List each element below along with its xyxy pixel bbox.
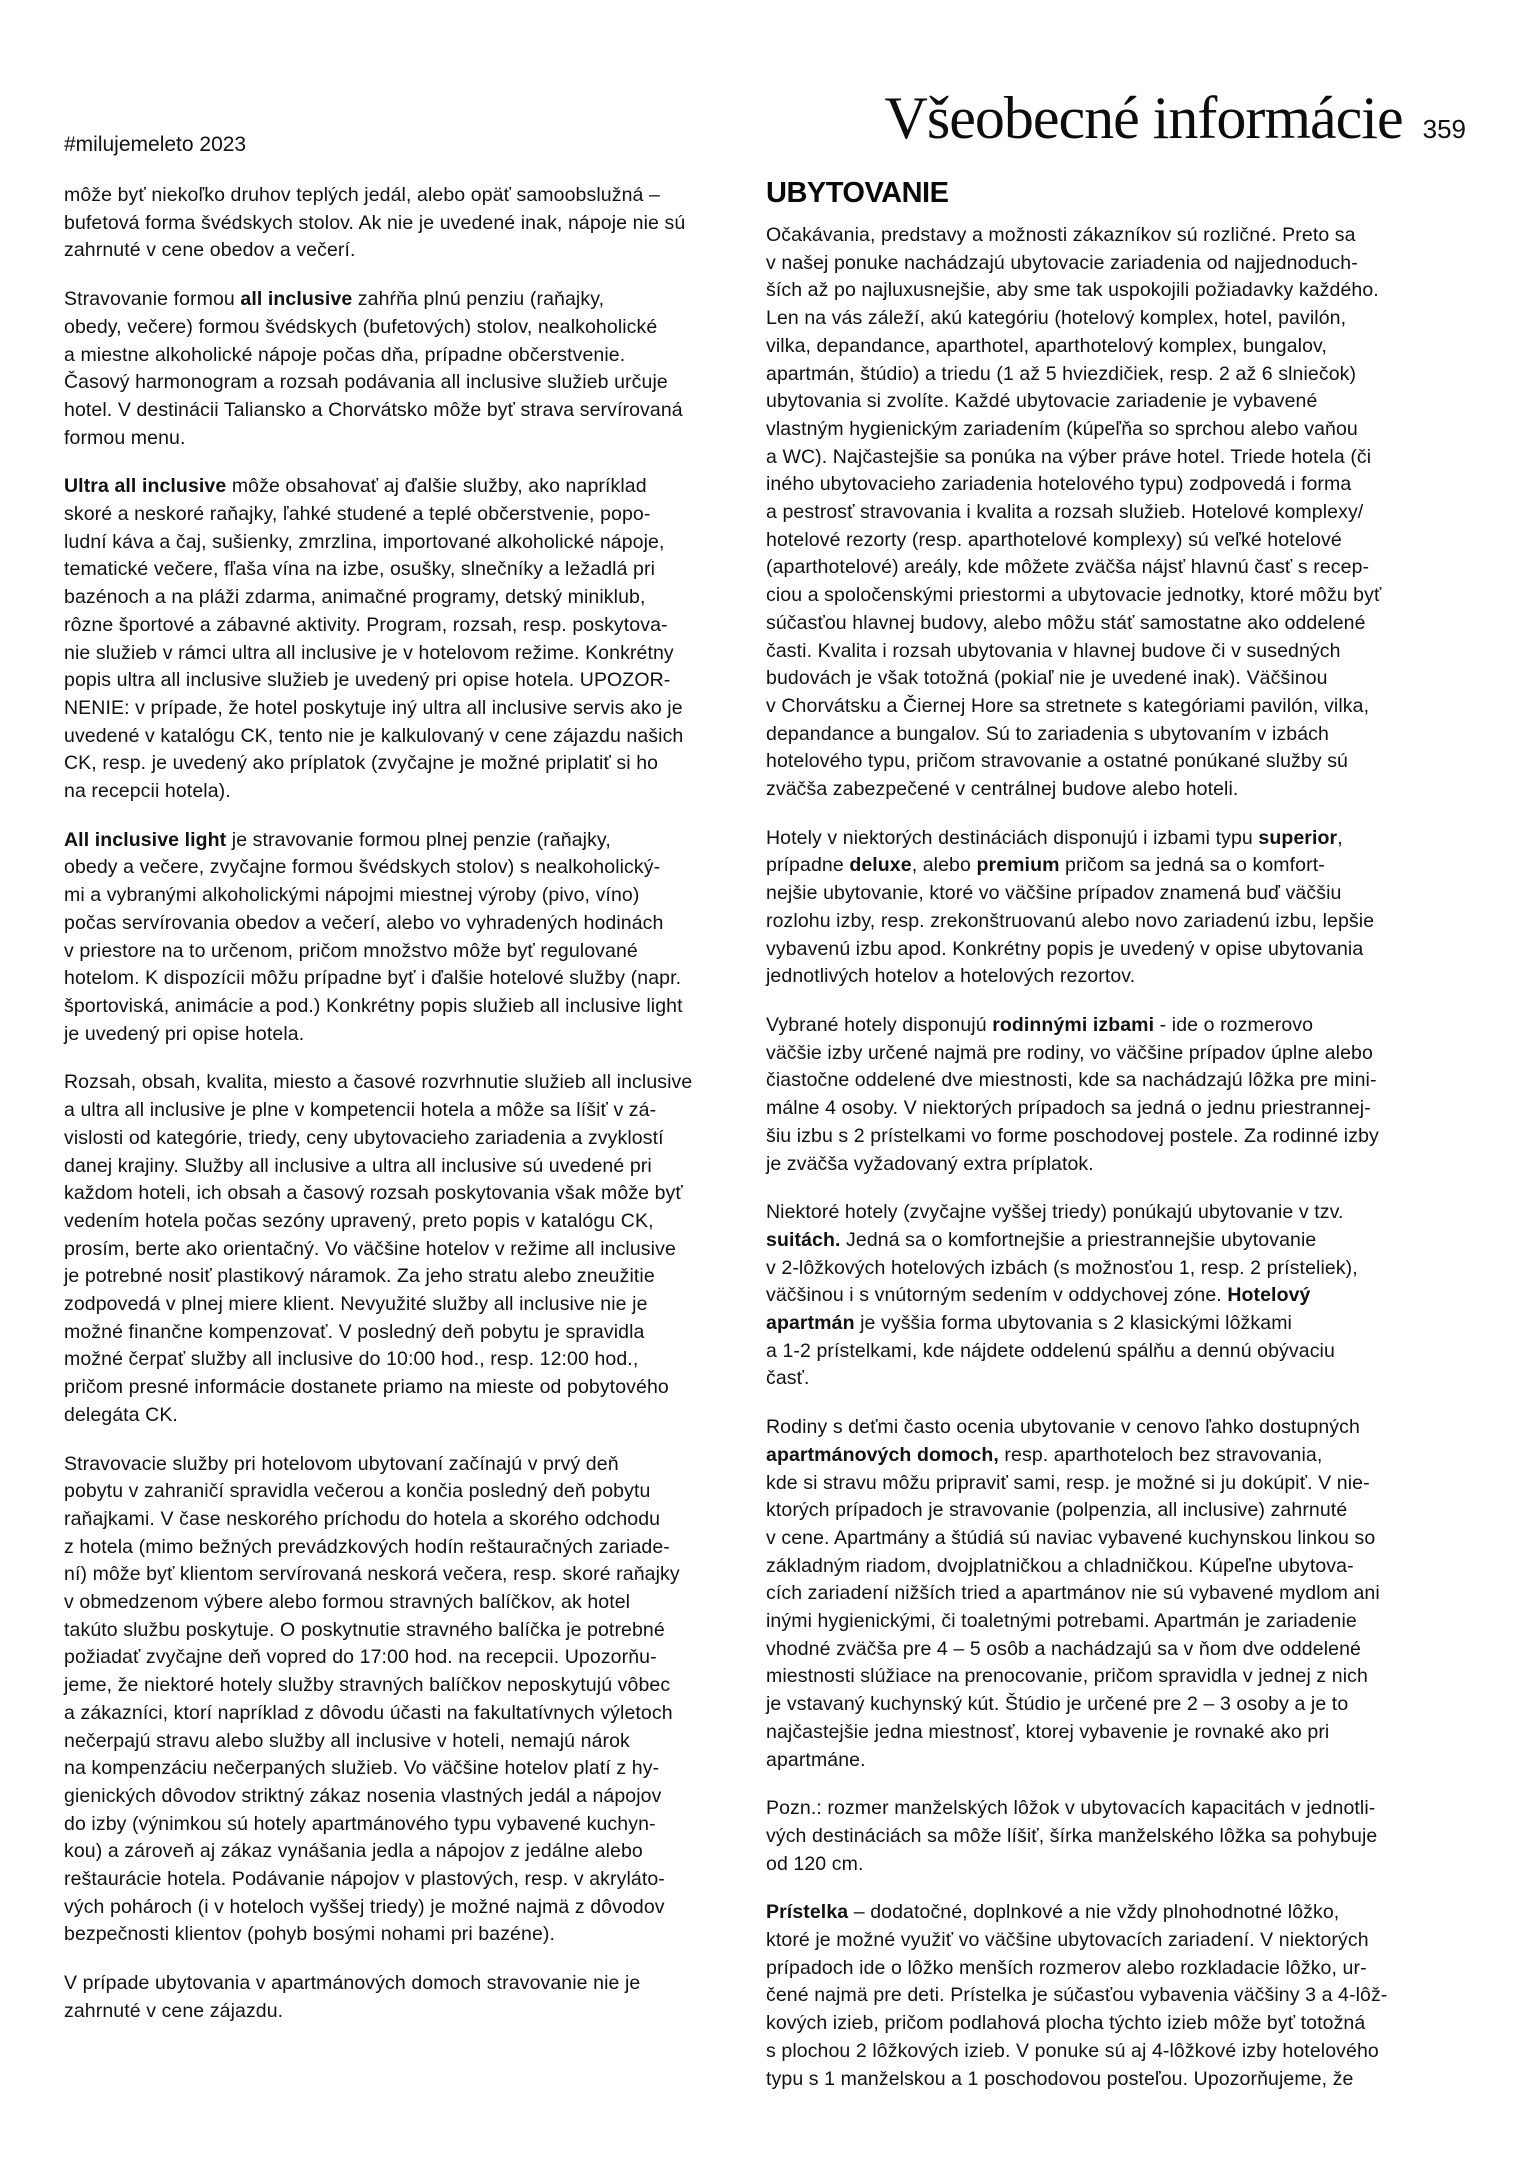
paragraph: Niektoré hotely (zvyčajne vyššej triedy) ponúkajú ubytovanie v tzv. suitách. Jedná sa o komfortnejšie a priestrannejšie ubytovanie v 2-lôžkových hotelových izbách (s možnosťou 1, resp. 2 prísteliek), väčšinou i s vnútorným sedením v oddychovej zóne. Hotelový apartmán je vyššia forma ubytovania s 2 klasickými lôžkami a 1-2 prístelkami, kde nájdete oddelenú spálňu a dennú obývaciu časť.	[766, 1201, 1358, 1390]
right-column	[766, 176, 1466, 2093]
paragraph: Stravovanie formou all inclusive zahŕňa plnú penziu (raňajky, obedy, večere) formou švédskych (bufetových) stolov, nealkoholické a miestne alkoholické nápoje počas dňa, prípadne občerstvenie. Časový harmonogram a rozsah podávania all inclusive služieb určuje hotel. V destinácii Taliansko a Chorvátsko môže byť strava servírovaná formou menu.	[64, 288, 683, 449]
paragraph: Pozn.: rozmer manželských lôžok v ubytovacích kapacitách v jednotli- vých destináciách sa môže líšiť, šírka manželského lôžka sa pohybuje od 120 cm.	[766, 1797, 1378, 1875]
paragraph: Očakávania, predstavy a možnosti zákazníkov sú rozličné. Preto sa v našej ponuke nachádzajú ubytovacie zariadenia od najjednoduch- ších až po najluxusnejšie, aby sme tak uspokojili požiadavky každého. Len na vás záleží, akú kategóriu (hotelový komplex, hotel, pavilón, vilka, depandance, aparthotel, aparthotelový komplex, bungalov, apartmán, štúdio) a triedu (1 až 5 hviezdičiek, resp. 2 až 6 slniečok) ubytovania si zvolíte. Každé ubytovacie zariadenie je vybavené vlastným hygienickým zariadením (kúpeľňa so sprchou alebo vaňou a WC). Najčastejšie sa ponúka na výber práve hotel. Triede hotela (či iného ubytovacieho zariadenia hotelového typu) zodpovedá i forma a pestrosť stravovania i kvalita a rozsah služieb. Hotelové komplexy/ hotelové rezorty (resp. aparthotelové komplexy) sú veľké hotelové (aparthotelové) areály, kde môžete zväčša nájsť hlavnú časť s recep- ciou a spoločenskými priestormi a ubytovacie jednotky, ktoré môžu byť súčasťou hlavnej budovy, alebo môžu stáť samostatne ako oddelené časti. Kvalita i rozsah ubytovania v hlavnej budove či v susedných budovách je však totožná (pokiaľ nie je uvedené inak). Väčšinou v Chorvátsku a Čiernej Hore sa stretnete s kategóriami pavilón, vilka, depandance a bungalov. Sú to zariadenia s ubytovaním v izbách hotelového typu, pričom stravovanie a ostatné ponúkané služby sú zväčša zabezpečené v centrálnej budove alebo hoteli.	[766, 224, 1382, 801]
paragraph: môže byť niekoľko druhov teplých jedál, alebo opäť samoobslužná – bufetová forma švédskych stolov. Ak nie je uvedené inak, nápoje nie sú zahrnuté v cene obedov a večerí.	[64, 184, 686, 262]
left-column	[64, 182, 764, 2026]
paragraph: Ultra all inclusive môže obsahovať aj ďalšie služby, ako napríklad skoré a neskoré raňajky, ľahké studené a teplé občerstvenie, popo- ludní káva a čaj, sušienky, zmrzlina, importované alkoholické nápoje, tematické večere, fľaša vína na izbe, osušky, slnečníky a ležadlá pri bazénoch a na pláži zdarma, animačné programy, detský miniklub, rôzne športové a zábavné aktivity. Program, rozsah, resp. poskytova- nie služieb v rámci ultra all inclusive je v hotelovom režime. Konkrétny popis ultra all inclusive služieb je uvedený pri opise hotela. UPOZOR- NENIE: v prípade, že hotel poskytuje iný ultra all inclusive servis ako je uvedené v katalógu CK, tento nie je kalkulovaný v cene zájazdu našich CK, resp. je uvedený ako príplatok (zvyčajne je možné priplatiť si ho na recepcii hotela).	[64, 475, 684, 803]
page-title: Všeobecné informácie	[884, 85, 1403, 151]
paragraph: V prípade ubytovania v apartmánových domoch stravovanie nie je zahrnuté v cene zájazdu.	[64, 1972, 641, 2022]
campaign-hashtag: #milujemeleto 2023	[64, 133, 247, 156]
section-heading-ubytovanie: UBYTOVANIE	[766, 177, 949, 209]
page-number: 359	[1422, 114, 1466, 144]
paragraph: Hotely v niektorých destináciách disponujú i izbami typu superior, prípadne deluxe, alebo premium pričom sa jedná sa o komfort- nejšie ubytovanie, ktoré vo väčšine prípadov znamená buď väčšiu rozlohu izby, resp. zrekonštruovanú alebo novo zariadenú izbu, lepšie vybavenú izbu apod. Konkrétny popis je uvedený v opise ubytovania jednotlivých hotelov a hotelových rezortov.	[766, 826, 1375, 988]
paragraph: Rozsah, obsah, kvalita, miesto a časové rozvrhnutie služieb all inclusive a ultra all inclusive je plne v kompetencii hotela a môže sa líšiť v zá- vislosti od kategórie, triedy, ceny ubytovacieho zariadenia a zvyklostí danej krajiny. Služby all inclusive a ultra all inclusive sú uvedené pri každom hoteli, ich obsah a časový rozsah poskytovania však môže byť vedením hotela počas sezóny upravený, preto popis v katalógu CK, prosím, berte ako orientačný. Vo väčšine hotelov v režime all inclusive je potrebné nosiť plastikový náramok. Za jeho stratu alebo zneužitie zodpovedá v plnej miere klient. Nevyužité služby all inclusive nie je možné finančne kompenzovať. V posledný deň pobytu je spravidla možné čerpať služby all inclusive do 10:00 hod., resp. 12:00 hod., pričom presné informácie dostanete priamo na mieste od pobytového delegáta CK.	[64, 1071, 693, 1426]
paragraph: Vybrané hotely disponujú rodinnými izbami - ide o rozmerovo väčšie izby určené najmä pre rodiny, vo väčšine prípadov úplne alebo čiastočne oddelené dve miestnosti, kde sa nachádzajú lôžka pre mini- málne 4 osoby. V niektorých prípadoch sa jedná o jednu priestrannej- šiu izbu s 2 prístelkami vo forme poschodovej postele. Za rodinné izby je zväčša vyžadovaný extra príplatok.	[766, 1013, 1379, 1175]
paragraph: All inclusive light je stravovanie formou plnej penzie (raňajky, obedy a večere, zvyčajne formou švédskych stolov) s nealkoholický- mi a vybranými alkoholickými nápojmi miestnej výroby (pivo, víno) počas servírovania obedov a večerí, alebo vo vyhradených hodinách v priestore na to určenom, pričom množstvo môže byť regulované hotelom. K dispozícii môžu prípadne byť i ďalšie hotelové služby (napr. športoviská, animácie a pod.) Konkrétny popis služieb all inclusive light je uvedený pri opise hotela.	[64, 828, 683, 1045]
paragraph: Rodiny s deťmi často ocenia ubytovanie v cenovo ľahko dostupných apartmánových domoch, resp. aparthoteloch bez stravovania, kde si stravu môžu pripraviť sami, resp. je možné si ju dokúpiť. V nie- ktorých prípadoch je stravovanie (polpenzia, all inclusive) zahrnuté v cene. Apartmány a štúdiá sú naviac vybavené kuchynskou linkou so základným riadom, dvojplatničkou a chladničkou. Kúpeľne ubytova- cích zariadení nižších tried a apartmánov nie sú vybavené mydlom ani inými hygienickými, či toaletnými potrebami. Apartmán je zariadenie vhodné zväčša pre 4 – 5 osôb a nachádzajú sa v ňom dve oddelené miestnosti slúžiace na prenocovanie, pričom spravidla v jednej z nich je vstavaný kuchynský kút. Štúdio je určené pre 2 – 3 osoby a je to najčastejšie jedna miestnosť, ktorej vybavenie je rovnaké ako pri apartmáne.	[766, 1416, 1380, 1771]
paragraph: Prístelka – dodatočné, doplnkové a nie vždy plnohodnotné lôžko, ktoré je možné využiť vo väčšine ubytovacích zariadení. V niektorých prípadoch ide o lôžko menších rozmerov alebo rozkladacie lôžko, ur- čené najmä pre deti. Prístelka je súčasťou vybavenia väčšiny 3 a 4-lôž- kových izieb, pričom podlahová plocha týchto izieb môže byť totožná s plochou 2 lôžkových izieb. V ponuke sú aj 4-lôžkové izby hotelového typu s 1 manželskou a 1 poschodovou posteľou. Upozorňujeme, že	[766, 1901, 1388, 2090]
paragraph: Stravovacie služby pri hotelovom ubytovaní začínajú v prvý deň pobytu v zahraničí spravidla večerou a končia posledný deň pobytu raňajkami. V čase neskorého príchodu do hotela a skorého odchodu z hotela (mimo bežných prevádzkových hodín reštauračných zariade- ní) môže byť klientom servírovaná neskorá večera, resp. skoré raňajky v obmedzenom výbere alebo formou stravných balíčkov, ak hotel takúto službu poskytuje. O poskytnutie stravného balíčka je potrebné požiadať zvyčajne deň vopred do 17:00 hod. na recepcii. Upozorňu- jeme, že niektoré hotely služby stravných balíčkov neposkytujú vôbec a zákazníci, ktorí napríklad z dôvodu účasti na fakultatívnych výletoch nečerpajú stravu alebo služby all inclusive v hoteli, nemajú nárok na kompenzáciu nečerpaných služieb. Vo väčšine hotelov platí z hy- gienických dôvodov striktný zákaz nosenia vlastných jedál a nápojov do izby (výnimkou sú hotely apartmánového typu vybavené kuchyn- kou) a zároveň aj zákaz vynášania jedla a nápojov z jedálne alebo reštaurácie hotela. Podávanie nápojov v plastových, resp. v akryláto- vých pohároch (i v hoteloch vyššej triedy) je možné najmä z dôvodov bezpečnosti klientov (pohyb bosými nohami pri bazéne).	[64, 1452, 680, 1946]
masthead	[766, 86, 1466, 150]
